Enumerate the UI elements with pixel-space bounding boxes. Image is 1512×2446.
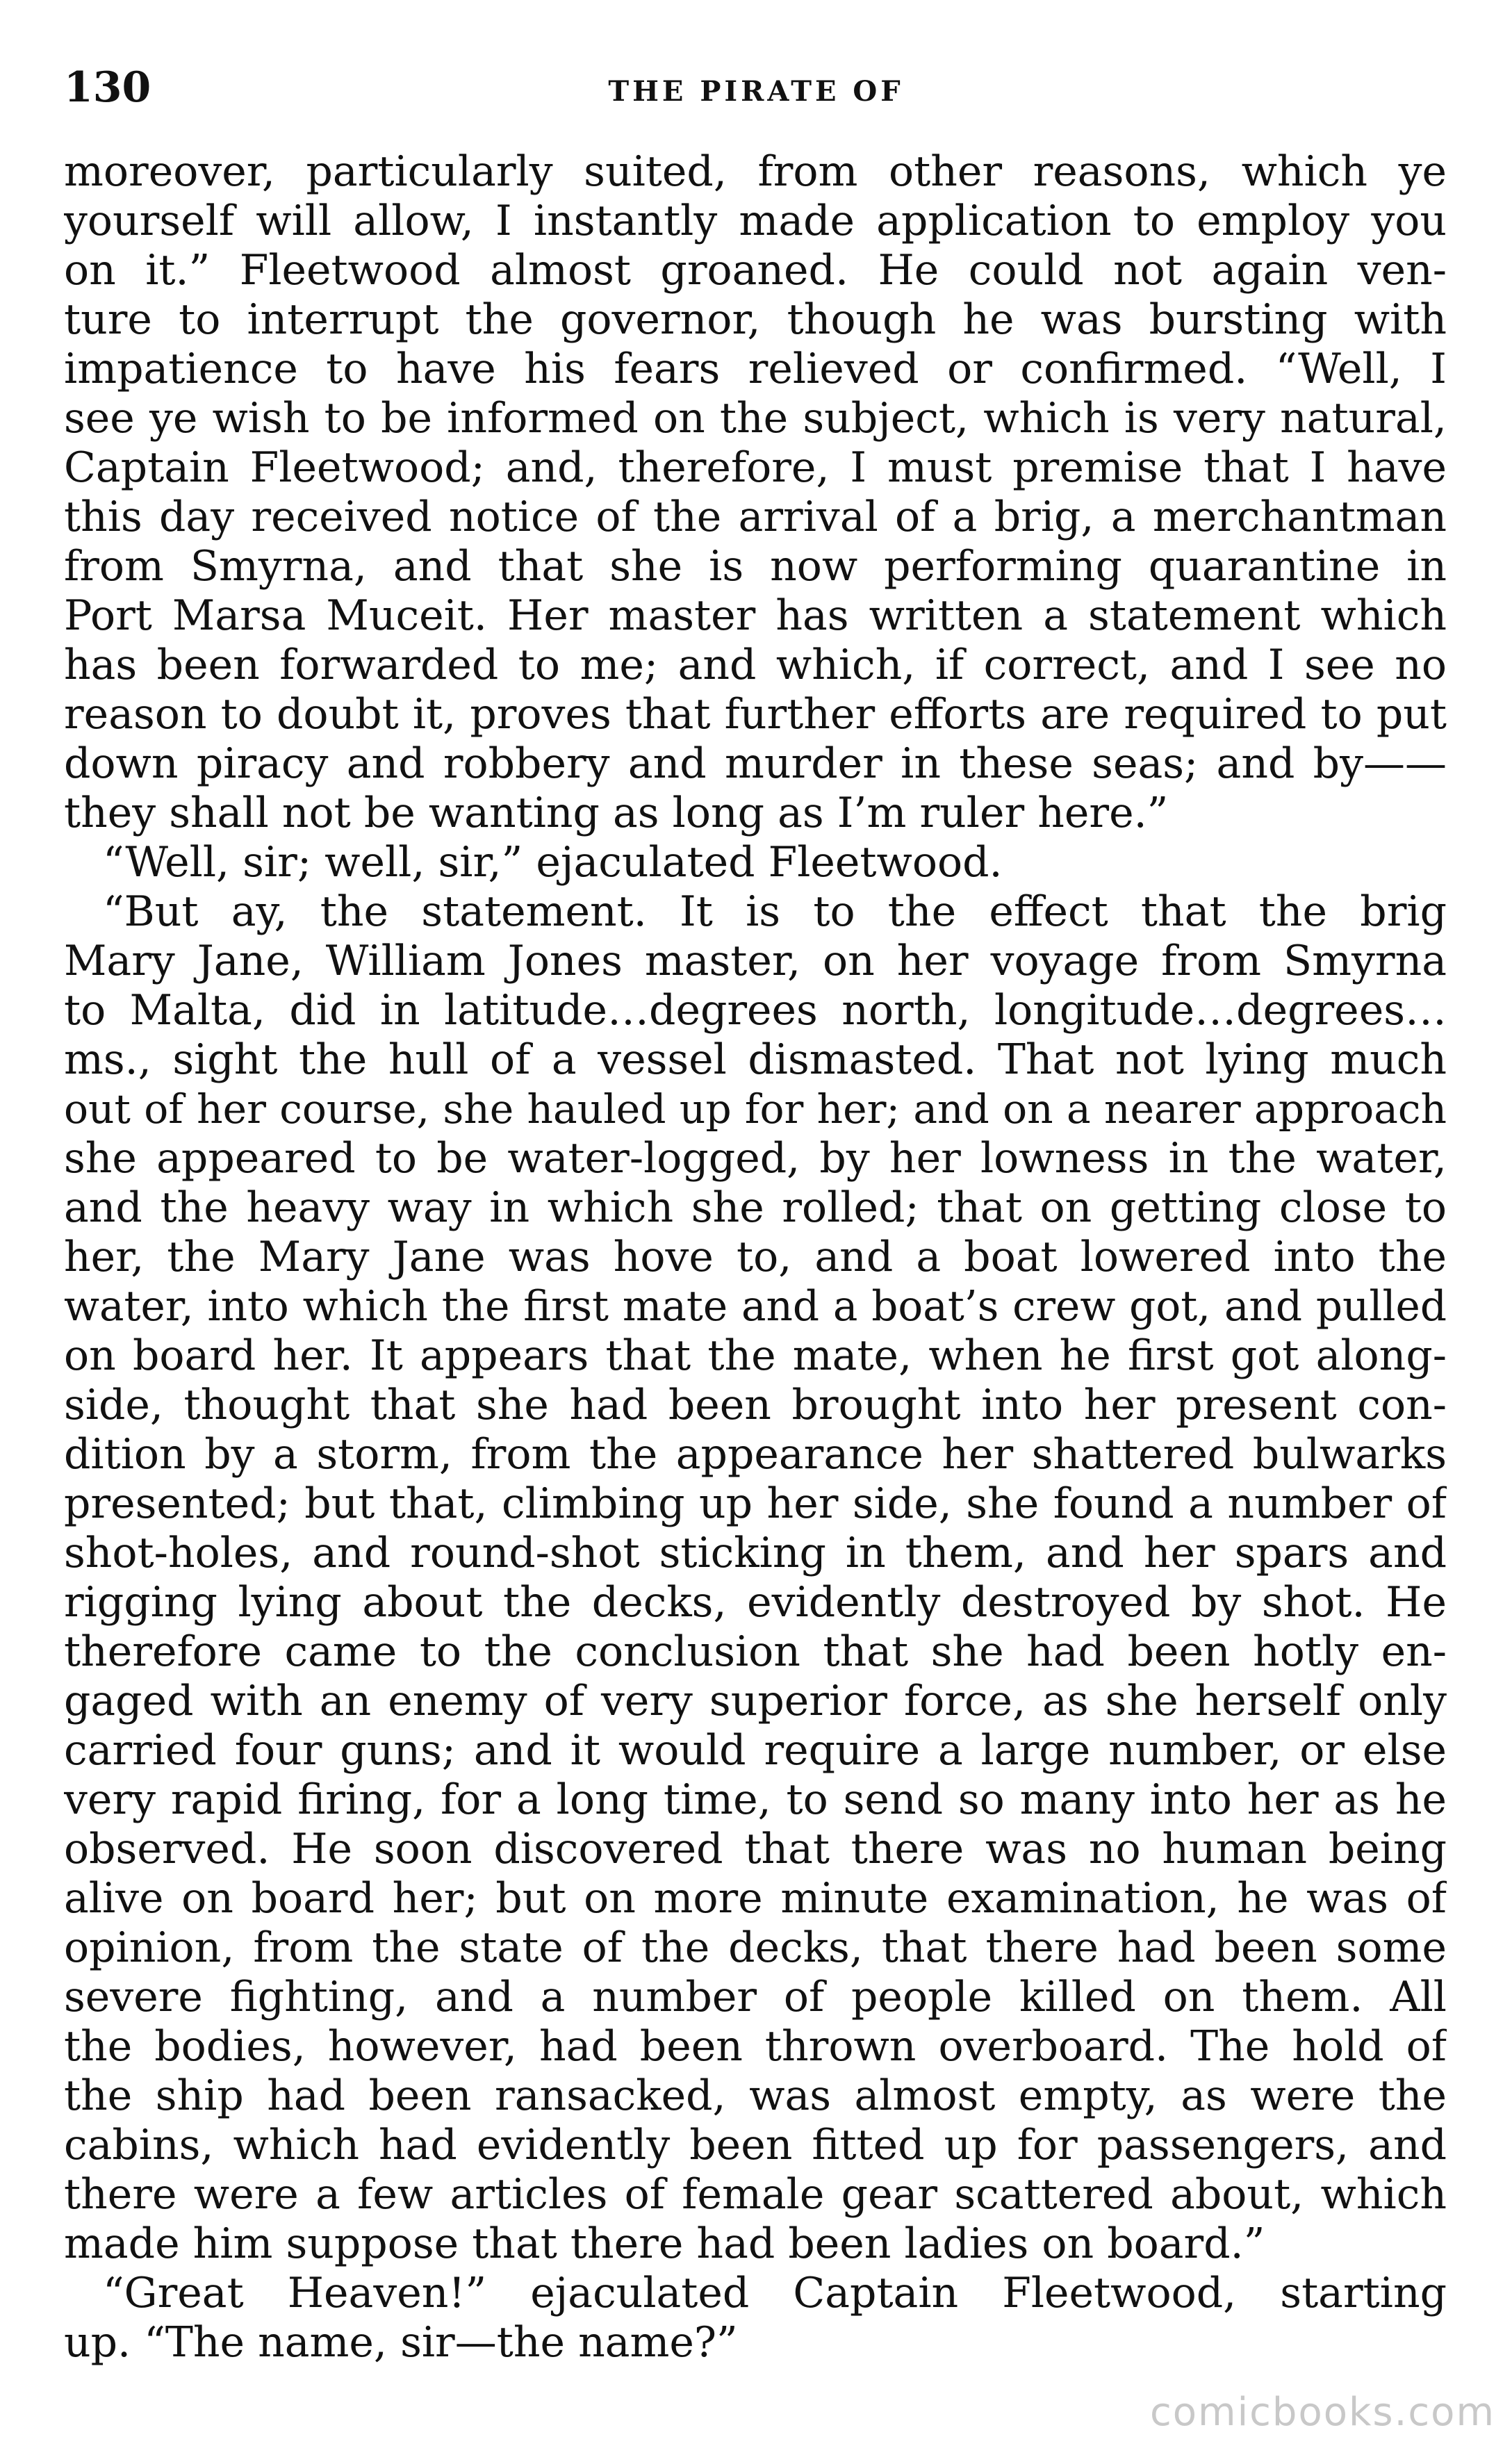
text-line: they shall not be wanting as long as I’m ruler here.” [64, 789, 1169, 837]
watermark-text: comicbooks.com [1149, 2390, 1495, 2435]
text-line: rigging lying about the decks, evidently destroyed by shot. He [64, 1578, 1447, 1627]
text-line: “But ay, the statement. It is to the effect that the brig [103, 887, 1447, 936]
text-line: presented; but that, climbing up her side, she found a number of [64, 1479, 1447, 1528]
text-line: the ship had been ransacked, was almost empty, as were the [64, 2071, 1447, 2120]
text-line: down piracy and robbery and murder in these seas; and by—— [64, 739, 1447, 788]
text-line: ms., sight the hull of a vessel dismasted. That not lying much [64, 1035, 1447, 1084]
text-line: carried four guns; and it would require a large number, or else [64, 1726, 1447, 1775]
text-line: she appeared to be water-logged, by her lowness in the water, [64, 1134, 1447, 1183]
text-line: the bodies, however, had been thrown overboard. The hold of [64, 2022, 1447, 2071]
text-line: moreover, particularly suited, from other reasons, which ye [64, 147, 1447, 196]
text-line: there were a few articles of female gear scattered about, which [64, 2170, 1447, 2219]
text-line: “Well, sir; well, sir,” ejaculated Fleetwood. [103, 838, 1003, 887]
text-line: therefore came to the conclusion that she had been hotly en- [64, 1627, 1447, 1676]
text-line: “Great Heaven!” ejaculated Captain Fleetwood, starting [103, 2269, 1447, 2317]
text-line: observed. He soon discovered that there was no human being [64, 1825, 1447, 1873]
page-number: 130 [64, 63, 151, 112]
text-line: made him suppose that there had been ladies on board.” [64, 2219, 1265, 2268]
text-line: her, the Mary Jane was hove to, and a boat lowered into the [64, 1233, 1447, 1281]
text-line: on it.” Fleetwood almost groaned. He could not again ven- [64, 246, 1447, 295]
running-title: THE PIRATE OF [608, 75, 904, 108]
text-line: yourself will allow, I instantly made application to employ you [64, 197, 1447, 245]
text-line: and the heavy way in which she rolled; that on getting close to [64, 1183, 1447, 1232]
text-line: very rapid firing, for a long time, to send so many into her as he [64, 1775, 1447, 1824]
text-line: opinion, from the state of the decks, that there had been some [64, 1923, 1447, 1972]
text-line: cabins, which had evidently been fitted up for passengers, and [64, 2121, 1447, 2169]
text-line: side, thought that she had been brought into her present con- [64, 1381, 1447, 1429]
body-text [64, 147, 1447, 2367]
text-line: Mary Jane, William Jones master, on her voyage from Smyrna [64, 937, 1447, 985]
text-line: to Malta, did in latitude…degrees north, longitude…degrees… [64, 986, 1447, 1035]
text-line: water, into which the first mate and a boat’s crew got, and pulled [64, 1283, 1447, 1331]
text-line: has been forwarded to me; and which, if correct, and I see no [64, 641, 1447, 689]
text-line: severe fighting, and a number of people killed on them. All [64, 1973, 1447, 2021]
text-line: reason to doubt it, proves that further efforts are required to put [64, 690, 1447, 739]
text-line: shot-holes, and round-shot sticking in them, and her spars and [64, 1529, 1447, 1577]
text-line: dition by a storm, from the appearance her shattered bulwarks [64, 1430, 1447, 1479]
text-line: gaged with an enemy of very superior force, as she herself only [64, 1677, 1447, 1725]
text-line: see ye wish to be informed on the subject, which is very natural, [64, 394, 1447, 443]
text-line: alive on board her; but on more minute examination, he was of [64, 1874, 1447, 1923]
text-line: Captain Fleetwood; and, therefore, I must premise that I have [64, 443, 1447, 492]
text-line: up. “The name, sir—the name?” [64, 2318, 738, 2367]
text-line: out of her course, she hauled up for her; and on a nearer approach [64, 1085, 1447, 1133]
text-line: from Smyrna, and that she is now performing quarantine in [64, 542, 1447, 591]
text-line: Port Marsa Muceit. Her master has written a statement which [64, 591, 1447, 640]
text-line: impatience to have his fears relieved or confirmed. “Well, I [64, 345, 1447, 393]
text-line: on board her. It appears that the mate, when he first got along- [64, 1331, 1447, 1380]
text-line: ture to interrupt the governor, though he was bursting with [64, 295, 1447, 344]
text-line: this day received notice of the arrival of a brig, a merchantman [64, 493, 1447, 541]
